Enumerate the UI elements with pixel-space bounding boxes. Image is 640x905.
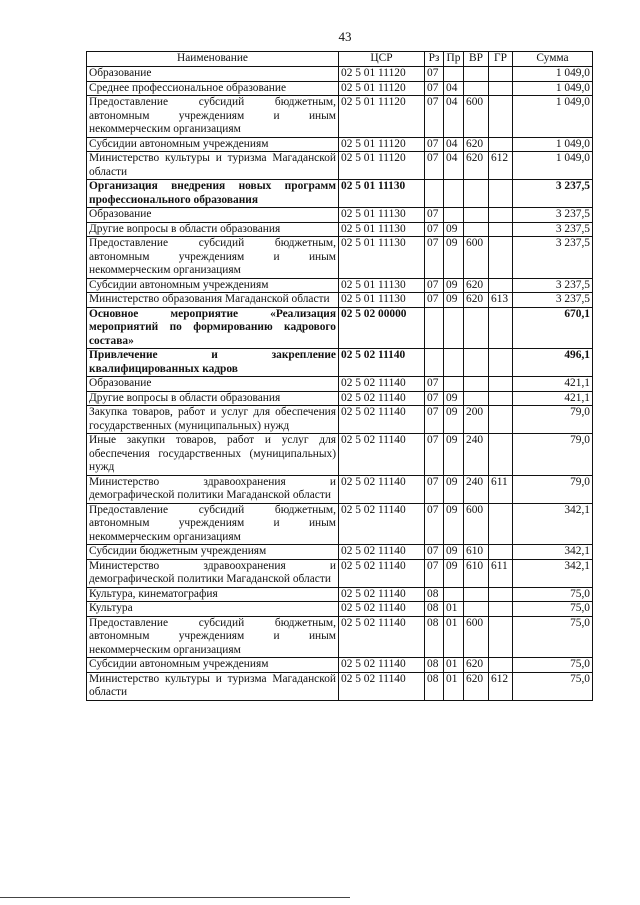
- cell-vr: 620: [464, 137, 489, 152]
- cell-pr: [444, 67, 464, 82]
- cell-name: Министерство культуры и туризма Магаданской области: [87, 152, 339, 180]
- cell-csr: 02 5 02 11140: [339, 587, 425, 602]
- cell-pr: 01: [444, 616, 464, 658]
- cell-csr: 02 5 02 11140: [339, 349, 425, 377]
- table-row: [87, 377, 593, 392]
- cell-rz: 07: [425, 503, 444, 545]
- cell-vr: [464, 67, 489, 82]
- table-row: [87, 391, 593, 406]
- cell-rz: 07: [425, 152, 444, 180]
- cell-csr: 02 5 02 11140: [339, 672, 425, 700]
- cell-pr: 01: [444, 672, 464, 700]
- cell-gr: [489, 96, 513, 138]
- cell-vr: [464, 587, 489, 602]
- table-row: [87, 208, 593, 223]
- cell-sum: 75,0: [513, 616, 593, 658]
- header-vr: ВР: [464, 52, 489, 67]
- cell-gr: [489, 307, 513, 349]
- cell-rz: 07: [425, 377, 444, 392]
- cell-rz: [425, 307, 444, 349]
- cell-csr: 02 5 02 11140: [339, 545, 425, 560]
- table-row: [87, 278, 593, 293]
- cell-vr: 600: [464, 96, 489, 138]
- cell-rz: 08: [425, 658, 444, 673]
- cell-sum: 342,1: [513, 545, 593, 560]
- header-rz: Рз: [425, 52, 444, 67]
- cell-sum: 79,0: [513, 406, 593, 434]
- cell-sum: 342,1: [513, 559, 593, 587]
- cell-vr: 240: [464, 434, 489, 476]
- table-row: [87, 137, 593, 152]
- cell-gr: [489, 180, 513, 208]
- table-row: [87, 406, 593, 434]
- table-row: [87, 152, 593, 180]
- cell-pr: 09: [444, 475, 464, 503]
- cell-sum: 79,0: [513, 434, 593, 476]
- cell-name: Иные закупки товаров, работ и услуг для обеспечения государственных (муниципальных) нужд: [87, 434, 339, 476]
- cell-gr: 612: [489, 152, 513, 180]
- cell-pr: 09: [444, 559, 464, 587]
- table-row: [87, 81, 593, 96]
- cell-sum: 342,1: [513, 503, 593, 545]
- cell-vr: 200: [464, 406, 489, 434]
- cell-vr: 600: [464, 503, 489, 545]
- cell-vr: 620: [464, 672, 489, 700]
- cell-pr: 01: [444, 658, 464, 673]
- cell-gr: [489, 278, 513, 293]
- cell-rz: 07: [425, 222, 444, 237]
- cell-gr: [489, 503, 513, 545]
- cell-rz: 07: [425, 137, 444, 152]
- cell-pr: [444, 180, 464, 208]
- cell-sum: 670,1: [513, 307, 593, 349]
- cell-rz: 07: [425, 293, 444, 308]
- cell-gr: [489, 377, 513, 392]
- cell-gr: [489, 406, 513, 434]
- cell-sum: 75,0: [513, 602, 593, 617]
- cell-gr: 613: [489, 293, 513, 308]
- cell-rz: 07: [425, 559, 444, 587]
- cell-vr: 620: [464, 293, 489, 308]
- cell-csr: 02 5 02 11140: [339, 658, 425, 673]
- cell-rz: 08: [425, 672, 444, 700]
- cell-sum: 1 049,0: [513, 81, 593, 96]
- cell-pr: [444, 587, 464, 602]
- cell-pr: 04: [444, 96, 464, 138]
- cell-sum: 75,0: [513, 658, 593, 673]
- cell-csr: 02 5 02 11140: [339, 559, 425, 587]
- cell-pr: 09: [444, 434, 464, 476]
- table-row: [87, 307, 593, 349]
- cell-sum: 75,0: [513, 587, 593, 602]
- cell-sum: 3 237,5: [513, 278, 593, 293]
- cell-csr: 02 5 01 11120: [339, 96, 425, 138]
- cell-vr: 620: [464, 658, 489, 673]
- cell-sum: 421,1: [513, 377, 593, 392]
- cell-vr: [464, 307, 489, 349]
- table-row: [87, 559, 593, 587]
- cell-csr: 02 5 02 00000: [339, 307, 425, 349]
- cell-rz: 07: [425, 391, 444, 406]
- cell-gr: [489, 587, 513, 602]
- cell-rz: [425, 349, 444, 377]
- cell-gr: [489, 137, 513, 152]
- cell-pr: 09: [444, 406, 464, 434]
- table-body: [87, 67, 593, 701]
- cell-name: Министерство здравоохранения и демографической политики Магаданской области: [87, 475, 339, 503]
- cell-rz: [425, 180, 444, 208]
- cell-sum: 3 237,5: [513, 180, 593, 208]
- cell-pr: 04: [444, 152, 464, 180]
- cell-vr: 620: [464, 152, 489, 180]
- cell-pr: 01: [444, 602, 464, 617]
- cell-vr: 600: [464, 237, 489, 279]
- cell-csr: 02 5 02 11140: [339, 503, 425, 545]
- cell-name: Среднее профессиональное образование: [87, 81, 339, 96]
- table-header-row: [87, 52, 593, 67]
- cell-name: Образование: [87, 208, 339, 223]
- cell-vr: 240: [464, 475, 489, 503]
- cell-csr: 02 5 01 11130: [339, 278, 425, 293]
- cell-gr: [489, 658, 513, 673]
- cell-gr: 611: [489, 559, 513, 587]
- header-gr: ГР: [489, 52, 513, 67]
- cell-name: Предоставление субсидий бюджетным, автономным учреждениям и иным некоммерческим организациям: [87, 616, 339, 658]
- table-row: [87, 222, 593, 237]
- cell-gr: [489, 349, 513, 377]
- cell-sum: 3 237,5: [513, 293, 593, 308]
- cell-sum: 1 049,0: [513, 137, 593, 152]
- cell-pr: 09: [444, 545, 464, 560]
- cell-csr: 02 5 01 11120: [339, 67, 425, 82]
- cell-vr: [464, 208, 489, 223]
- cell-pr: 09: [444, 293, 464, 308]
- cell-csr: 02 5 02 11140: [339, 377, 425, 392]
- cell-name: Предоставление субсидий бюджетным, автономным учреждениям и иным некоммерческим организациям: [87, 237, 339, 279]
- cell-name: Образование: [87, 377, 339, 392]
- cell-vr: [464, 391, 489, 406]
- cell-rz: 08: [425, 587, 444, 602]
- table-row: [87, 434, 593, 476]
- table-row: [87, 672, 593, 700]
- cell-csr: 02 5 02 11140: [339, 406, 425, 434]
- cell-sum: 1 049,0: [513, 67, 593, 82]
- cell-rz: 07: [425, 208, 444, 223]
- cell-name: Субсидии автономным учреждениям: [87, 137, 339, 152]
- cell-vr: [464, 377, 489, 392]
- footer-divider: [0, 897, 350, 898]
- table-row: [87, 602, 593, 617]
- cell-name: Министерство культуры и туризма Магаданской области: [87, 672, 339, 700]
- cell-gr: [489, 222, 513, 237]
- table-row: [87, 180, 593, 208]
- header-pr: Пр: [444, 52, 464, 67]
- cell-gr: [489, 616, 513, 658]
- cell-rz: 08: [425, 616, 444, 658]
- cell-rz: 08: [425, 602, 444, 617]
- cell-name: Субсидии бюджетным учреждениям: [87, 545, 339, 560]
- cell-name: Культура: [87, 602, 339, 617]
- cell-name: Основное мероприятие «Реализация мероприятий по формированию кадрового состава»: [87, 307, 339, 349]
- cell-pr: 09: [444, 391, 464, 406]
- cell-gr: [489, 81, 513, 96]
- cell-pr: [444, 208, 464, 223]
- cell-gr: [489, 602, 513, 617]
- cell-csr: 02 5 01 11120: [339, 81, 425, 96]
- cell-sum: 75,0: [513, 672, 593, 700]
- cell-sum: 3 237,5: [513, 222, 593, 237]
- cell-rz: 07: [425, 278, 444, 293]
- cell-rz: 07: [425, 434, 444, 476]
- cell-pr: [444, 377, 464, 392]
- cell-rz: 07: [425, 96, 444, 138]
- cell-sum: 79,0: [513, 475, 593, 503]
- cell-pr: 04: [444, 81, 464, 96]
- cell-csr: 02 5 02 11140: [339, 391, 425, 406]
- cell-pr: 09: [444, 503, 464, 545]
- table-row: [87, 658, 593, 673]
- cell-vr: 610: [464, 559, 489, 587]
- cell-name: Образование: [87, 67, 339, 82]
- table-row: [87, 503, 593, 545]
- page-number: 43: [338, 29, 352, 44]
- cell-csr: 02 5 01 11120: [339, 152, 425, 180]
- cell-csr: 02 5 02 11140: [339, 602, 425, 617]
- cell-vr: [464, 81, 489, 96]
- cell-rz: 07: [425, 545, 444, 560]
- cell-sum: 1 049,0: [513, 152, 593, 180]
- cell-rz: 07: [425, 406, 444, 434]
- cell-vr: 610: [464, 545, 489, 560]
- cell-name: Закупка товаров, работ и услуг для обеспечения государственных (муниципальных) нужд: [87, 406, 339, 434]
- table-row: [87, 67, 593, 82]
- cell-csr: 02 5 01 11130: [339, 208, 425, 223]
- cell-gr: 611: [489, 475, 513, 503]
- cell-name: Субсидии автономным учреждениям: [87, 278, 339, 293]
- header-csr: ЦСР: [339, 52, 425, 67]
- cell-pr: 04: [444, 137, 464, 152]
- cell-csr: 02 5 01 11130: [339, 293, 425, 308]
- cell-vr: 620: [464, 278, 489, 293]
- cell-name: Культура, кинематография: [87, 587, 339, 602]
- cell-pr: [444, 307, 464, 349]
- cell-gr: [489, 237, 513, 279]
- cell-sum: 421,1: [513, 391, 593, 406]
- table-row: [87, 587, 593, 602]
- cell-csr: 02 5 01 11130: [339, 222, 425, 237]
- cell-rz: 07: [425, 81, 444, 96]
- table-row: [87, 475, 593, 503]
- cell-sum: 496,1: [513, 349, 593, 377]
- cell-name: Предоставление субсидий бюджетным, автономным учреждениям и иным некоммерческим организациям: [87, 503, 339, 545]
- cell-name: Другие вопросы в области образования: [87, 222, 339, 237]
- table-row: [87, 96, 593, 138]
- table-row: [87, 237, 593, 279]
- cell-sum: 1 049,0: [513, 96, 593, 138]
- cell-gr: [489, 391, 513, 406]
- cell-rz: 07: [425, 475, 444, 503]
- cell-vr: [464, 349, 489, 377]
- cell-pr: 09: [444, 237, 464, 279]
- cell-name: Другие вопросы в области образования: [87, 391, 339, 406]
- table-row: [87, 616, 593, 658]
- table-row: [87, 349, 593, 377]
- cell-pr: 09: [444, 222, 464, 237]
- cell-csr: 02 5 02 11140: [339, 475, 425, 503]
- cell-vr: [464, 602, 489, 617]
- cell-rz: 07: [425, 67, 444, 82]
- cell-name: Министерство образования Магаданской области: [87, 293, 339, 308]
- cell-sum: 3 237,5: [513, 208, 593, 223]
- cell-gr: [489, 67, 513, 82]
- cell-pr: 09: [444, 278, 464, 293]
- cell-name: Привлечение и закрепление квалифицированных кадров: [87, 349, 339, 377]
- table-row: [87, 293, 593, 308]
- cell-gr: [489, 545, 513, 560]
- cell-name: Предоставление субсидий бюджетным, автономным учреждениям и иным некоммерческим организациям: [87, 96, 339, 138]
- cell-csr: 02 5 02 11140: [339, 434, 425, 476]
- cell-vr: 600: [464, 616, 489, 658]
- cell-gr: [489, 434, 513, 476]
- cell-csr: 02 5 01 11130: [339, 237, 425, 279]
- budget-table: [86, 51, 593, 701]
- cell-name: Министерство здравоохранения и демографической политики Магаданской области: [87, 559, 339, 587]
- cell-vr: [464, 180, 489, 208]
- cell-vr: [464, 222, 489, 237]
- cell-gr: 612: [489, 672, 513, 700]
- cell-pr: [444, 349, 464, 377]
- cell-csr: 02 5 01 11120: [339, 137, 425, 152]
- cell-gr: [489, 208, 513, 223]
- cell-name: Субсидии автономным учреждениям: [87, 658, 339, 673]
- header-name: Наименование: [87, 52, 339, 67]
- cell-sum: 3 237,5: [513, 237, 593, 279]
- table-row: [87, 545, 593, 560]
- cell-rz: 07: [425, 237, 444, 279]
- cell-name: Организация внедрения новых программ профессионального образования: [87, 180, 339, 208]
- cell-csr: 02 5 01 11130: [339, 180, 425, 208]
- cell-csr: 02 5 02 11140: [339, 616, 425, 658]
- header-sum: Сумма: [513, 52, 593, 67]
